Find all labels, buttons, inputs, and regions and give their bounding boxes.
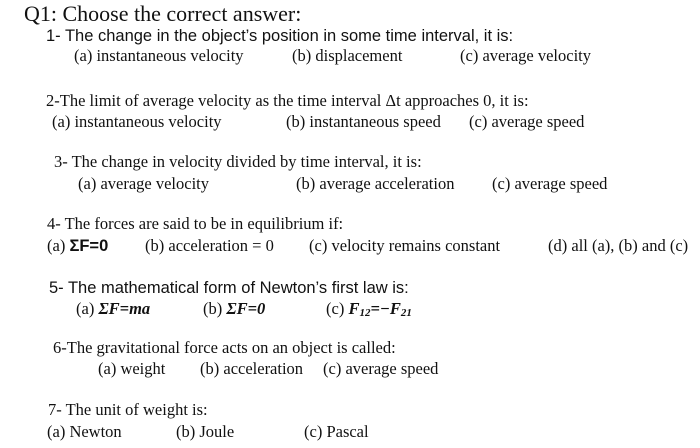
question-6-option-a: (a) weight — [98, 359, 166, 378]
question-7-option-c: (c) Pascal — [304, 422, 369, 441]
question-1-option-a: (a) instantaneous velocity — [74, 46, 244, 65]
question-6-option-b: (b) acceleration — [200, 359, 304, 378]
option-prefix: (a) — [76, 299, 99, 318]
equilibrium-formula: ΣF=0 — [69, 237, 109, 255]
question-7-option-a: (a) Newton — [47, 422, 122, 441]
option-prefix: (b) — [203, 299, 227, 318]
question-4-option-d: (d) all (a), (b) and (c) — [548, 236, 689, 255]
question-5-option-a — [76, 301, 150, 318]
question-1-option-c: (c) average velocity — [460, 46, 592, 65]
question-5-text: 5- The mathematical form of Newton’s first law is: — [49, 279, 409, 297]
question-7-text: 7- The unit of weight is: — [48, 400, 208, 419]
question-4-text: 4- The forces are said to be in equilibrium if: — [47, 214, 344, 233]
option-prefix: (c) — [326, 299, 349, 318]
question-3-option-b: (b) average acceleration — [296, 174, 455, 193]
force-subscript: 12 — [359, 307, 371, 319]
question-4-option-a — [47, 238, 108, 255]
question-2-option-b: (b) instantaneous speed — [286, 112, 441, 131]
question-2-option-a: (a) instantaneous velocity — [52, 112, 222, 131]
force-symbol: F — [348, 299, 360, 318]
newton-second-law-formula: ΣF=ma — [98, 299, 151, 318]
newton-first-law-formula: ΣF=0 — [226, 299, 266, 318]
question-1-option-b: (b) displacement — [292, 46, 403, 65]
force-symbol: F — [389, 299, 401, 318]
question-5-option-c — [326, 301, 412, 319]
question-4-option-c: (c) velocity remains constant — [309, 236, 501, 255]
question-4-option-b: (b) acceleration = 0 — [145, 236, 274, 255]
option-prefix: (a) — [47, 236, 70, 255]
question-6-option-c: (c) average speed — [323, 359, 439, 378]
question-5-option-b — [203, 301, 265, 318]
question-6-text: 6-The gravitational force acts on an object is called: — [53, 338, 396, 357]
page-title: Q1: Choose the correct answer: — [24, 1, 302, 26]
question-1-text: 1- The change in the object’s position in some time interval, it is: — [46, 27, 514, 45]
question-7-option-b: (b) Joule — [176, 422, 235, 441]
equals-negative: =− — [370, 299, 390, 318]
force-subscript: 21 — [400, 307, 412, 319]
question-3-option-a: (a) average velocity — [78, 174, 210, 193]
question-2-option-c: (c) average speed — [469, 112, 585, 131]
question-3-option-c: (c) average speed — [492, 174, 608, 193]
question-3-text: 3- The change in velocity divided by time interval, it is: — [54, 152, 422, 171]
question-2-text: 2-The limit of average velocity as the time interval Δt approaches 0, it is: — [46, 91, 529, 110]
